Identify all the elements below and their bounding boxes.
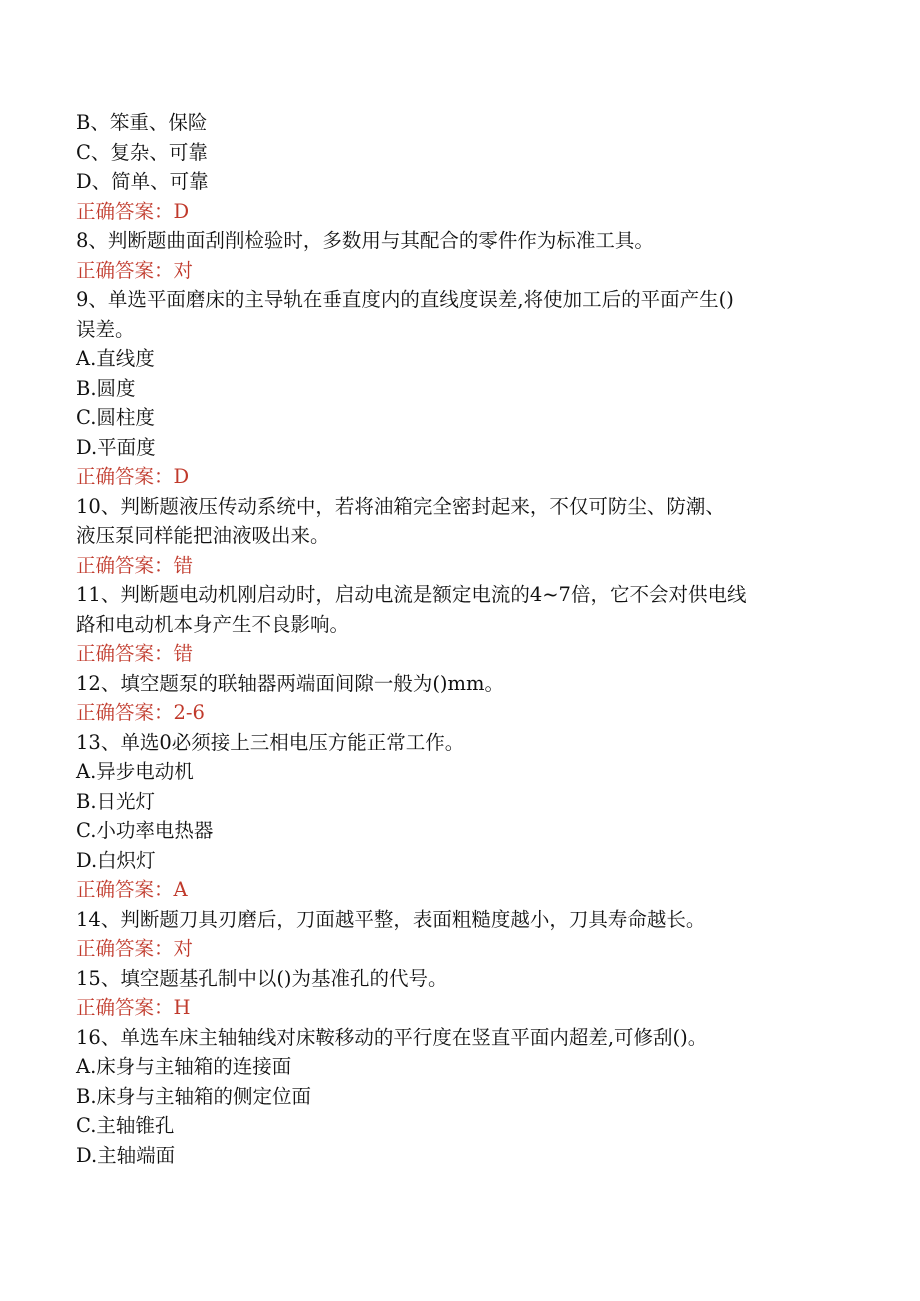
question-line: 10、判断题液压传动系统中，若将油箱完全密封起来，不仅可防尘、防潮、	[76, 494, 725, 518]
answer-line: 正确答案：A	[76, 878, 188, 901]
question-line: 误差。	[76, 317, 135, 341]
answer-line: 正确答案：D	[76, 199, 190, 223]
question-line: 11、判断题电动机刚启动时，启动电流是额定电流的4~7倍，它不会对供电线	[76, 583, 747, 606]
answer-line: 正确答案：对	[76, 937, 194, 960]
option-line: C.小功率电热器	[76, 819, 214, 842]
option-line: C.圆柱度	[76, 406, 155, 429]
question-line: 8、判断题曲面刮削检验时，多数用与其配合的零件作为标准工具。	[76, 229, 654, 252]
option-line: B.日光灯	[76, 789, 156, 813]
question-line: 12、填空题泵的联轴器两端面间隙一般为()mm。	[76, 671, 505, 695]
option-line: D、简单、可靠	[76, 170, 209, 193]
answer-line: 正确答案：2-6	[76, 701, 205, 724]
question-line: 15、填空题基孔制中以()为基准孔的代号。	[76, 966, 448, 990]
option-line: C、复杂、可靠	[76, 140, 208, 164]
answer-line: 正确答案：对	[76, 258, 194, 282]
answer-line: 正确答案：错	[76, 553, 194, 577]
question-line: 9、单选平面磨床的主导轨在垂直度内的直线度误差,将使加工后的平面产生()	[76, 288, 734, 311]
option-line: D.平面度	[76, 435, 156, 459]
answer-line: 正确答案：H	[76, 996, 191, 1019]
answer-line: 正确答案：D	[76, 465, 190, 488]
question-line: 16、单选车床主轴轴线对床鞍移动的平行度在竖直平面内超差,可修刮()。	[76, 1025, 708, 1049]
option-line: B.床身与主轴箱的侧定位面	[76, 1084, 312, 1108]
option-line: D.主轴端面	[76, 1143, 176, 1167]
answer-line: 正确答案：错	[76, 642, 194, 665]
option-line: B.圆度	[76, 376, 136, 400]
question-line: 13、单选0必须接上三相电压方能正常工作。	[76, 730, 465, 754]
question-line: 14、判断题刀具刃磨后，刀面越平整，表面粗糙度越小，刀具寿命越长。	[76, 907, 706, 931]
option-line: C.主轴锥孔	[76, 1114, 175, 1137]
question-line: 液压泵同样能把油液吸出来。	[76, 524, 330, 547]
option-line: A.异步电动机	[76, 760, 194, 783]
option-line: A.床身与主轴箱的连接面	[76, 1055, 292, 1078]
document-page	[76, 108, 836, 1170]
option-line: B、笨重、保险	[76, 111, 208, 134]
question-line: 路和电动机本身产生不良影响。	[76, 612, 350, 636]
option-line: A.直线度	[76, 347, 155, 370]
option-line: D.白炽灯	[76, 848, 156, 872]
